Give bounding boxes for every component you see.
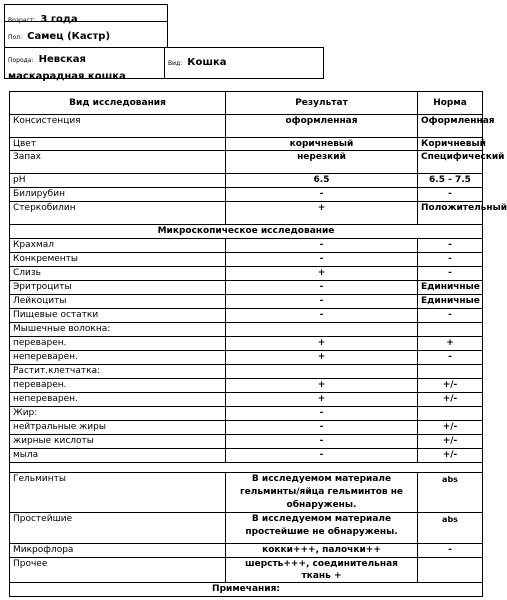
header-norm: Норма xyxy=(418,92,483,115)
header-test: Вид исследования xyxy=(10,92,226,115)
breed-box xyxy=(4,47,165,82)
muscle-label: Мышечные волокна: xyxy=(10,323,226,337)
table-header-row xyxy=(10,92,483,115)
row-name: непереварен. xyxy=(10,393,226,407)
table-row xyxy=(10,253,483,267)
row-result: - xyxy=(226,295,418,309)
row-result: + xyxy=(226,351,418,365)
row-name: Цвет xyxy=(10,138,226,151)
row-name: Лейкоциты xyxy=(10,295,226,309)
row-result: коричневый xyxy=(226,138,418,151)
species-box xyxy=(164,47,324,79)
row-name: мыла xyxy=(10,449,226,463)
table-row xyxy=(10,202,483,225)
breed-label: Порода: xyxy=(8,57,34,64)
notes-row xyxy=(10,583,483,597)
table-row xyxy=(10,151,483,174)
row-result: - xyxy=(226,449,418,463)
row-result: - xyxy=(226,421,418,435)
species-label: Вид: xyxy=(168,60,183,67)
row-norm: Положительный xyxy=(418,202,483,225)
table-row xyxy=(10,379,483,393)
row-norm: - xyxy=(418,188,483,202)
row-norm: Коричневый xyxy=(418,138,483,151)
row-norm: abs xyxy=(418,473,483,513)
row-result: оформленная xyxy=(226,115,418,138)
row-name: переварен. xyxy=(10,337,226,351)
header-result: Результат xyxy=(226,92,418,115)
row-name: Гельминты xyxy=(10,473,226,513)
plant-label: Растит.клетчатка: xyxy=(10,365,226,379)
group-row xyxy=(10,365,483,379)
row-norm: +/- xyxy=(418,421,483,435)
row-norm: Специфический xyxy=(418,151,483,174)
row-result: + xyxy=(226,337,418,351)
group-row xyxy=(10,407,483,421)
row-result: 6.5 xyxy=(226,174,418,188)
sex-box xyxy=(4,21,168,48)
row-result: - xyxy=(226,188,418,202)
row-name: Запах xyxy=(10,151,226,174)
row-result: - xyxy=(226,253,418,267)
species-value: Кошка xyxy=(187,57,227,68)
group-row xyxy=(10,323,483,337)
row-name: Пищевые остатки xyxy=(10,309,226,323)
table-row xyxy=(10,337,483,351)
table-row xyxy=(10,281,483,295)
table-row xyxy=(10,267,483,281)
age-box xyxy=(4,4,168,25)
row-norm: - xyxy=(418,544,483,558)
row-result: нерезкий xyxy=(226,151,418,174)
row-norm: - xyxy=(418,309,483,323)
row-name: pH xyxy=(10,174,226,188)
row-name: Стеркобилин xyxy=(10,202,226,225)
row-name: Эритроциты xyxy=(10,281,226,295)
row-name: Билирубин xyxy=(10,188,226,202)
sex-label: Пол: xyxy=(8,34,23,41)
row-norm: +/- xyxy=(418,379,483,393)
row-name: Микрофлора xyxy=(10,544,226,558)
micro-section-title: Микроскопическое исследование xyxy=(10,225,483,239)
table-row xyxy=(10,449,483,463)
table-row xyxy=(10,188,483,202)
section-row xyxy=(10,225,483,239)
row-name: жирные кислоты xyxy=(10,435,226,449)
row-norm: Оформленная xyxy=(418,115,483,138)
row-name: непереварен. xyxy=(10,351,226,365)
row-norm: - xyxy=(418,351,483,365)
row-result: + xyxy=(226,379,418,393)
row-norm: Единичные xyxy=(418,295,483,309)
row-norm: +/- xyxy=(418,435,483,449)
row-norm: - xyxy=(418,239,483,253)
row-norm: +/- xyxy=(418,449,483,463)
row-result: + xyxy=(226,393,418,407)
table-row xyxy=(10,351,483,365)
sex-value: Самец (Кастр) xyxy=(27,31,111,42)
row-result: кокки+++, палочки++ xyxy=(226,544,418,558)
row-name: нейтральные жиры xyxy=(10,421,226,435)
results-table xyxy=(9,91,507,597)
table-row xyxy=(10,513,483,544)
row-result: - xyxy=(226,435,418,449)
row-name: Прочее xyxy=(10,558,226,583)
row-norm: - xyxy=(418,267,483,281)
row-result: + xyxy=(226,267,418,281)
spacer-row xyxy=(10,463,483,473)
table-row xyxy=(10,174,483,188)
table-row xyxy=(10,544,483,558)
table-row xyxy=(10,393,483,407)
table-row xyxy=(10,421,483,435)
row-norm: abs xyxy=(418,513,483,544)
row-norm: + xyxy=(418,337,483,351)
age-label: Возраст: xyxy=(8,17,36,24)
row-name: Крахмал xyxy=(10,239,226,253)
row-result: В исследуемом материале гельминты/яйца гельминтов не обнаружены. xyxy=(226,473,418,513)
table-row xyxy=(10,473,483,513)
row-result: шерсть+++, соединительная ткань + xyxy=(226,558,418,583)
row-name: Конкременты xyxy=(10,253,226,267)
row-norm: - xyxy=(418,253,483,267)
table-row xyxy=(10,295,483,309)
row-result: - xyxy=(226,281,418,295)
row-norm xyxy=(418,558,483,583)
breed-value: Невская маскарадная кошка xyxy=(8,54,126,82)
row-result: - xyxy=(226,239,418,253)
row-result: - xyxy=(226,309,418,323)
table-row xyxy=(10,435,483,449)
row-norm: Единичные xyxy=(418,281,483,295)
row-name: переварен. xyxy=(10,379,226,393)
age-value: 3 года xyxy=(40,14,78,25)
table-row xyxy=(10,309,483,323)
row-name: Простейшие xyxy=(10,513,226,544)
fat-result: - xyxy=(226,407,418,421)
row-norm: 6.5 - 7.5 xyxy=(418,174,483,188)
fat-label: Жир: xyxy=(10,407,226,421)
table-row xyxy=(10,138,483,151)
notes-label: Примечания: xyxy=(10,583,483,597)
table-row xyxy=(10,239,483,253)
row-result: В исследуемом материале простейшие не обнаружены. xyxy=(226,513,418,544)
row-name: Слизь xyxy=(10,267,226,281)
table-row xyxy=(10,115,483,138)
row-norm: +/- xyxy=(418,393,483,407)
row-result: + xyxy=(226,202,418,225)
row-name: Консистенция xyxy=(10,115,226,138)
table-row xyxy=(10,558,483,583)
